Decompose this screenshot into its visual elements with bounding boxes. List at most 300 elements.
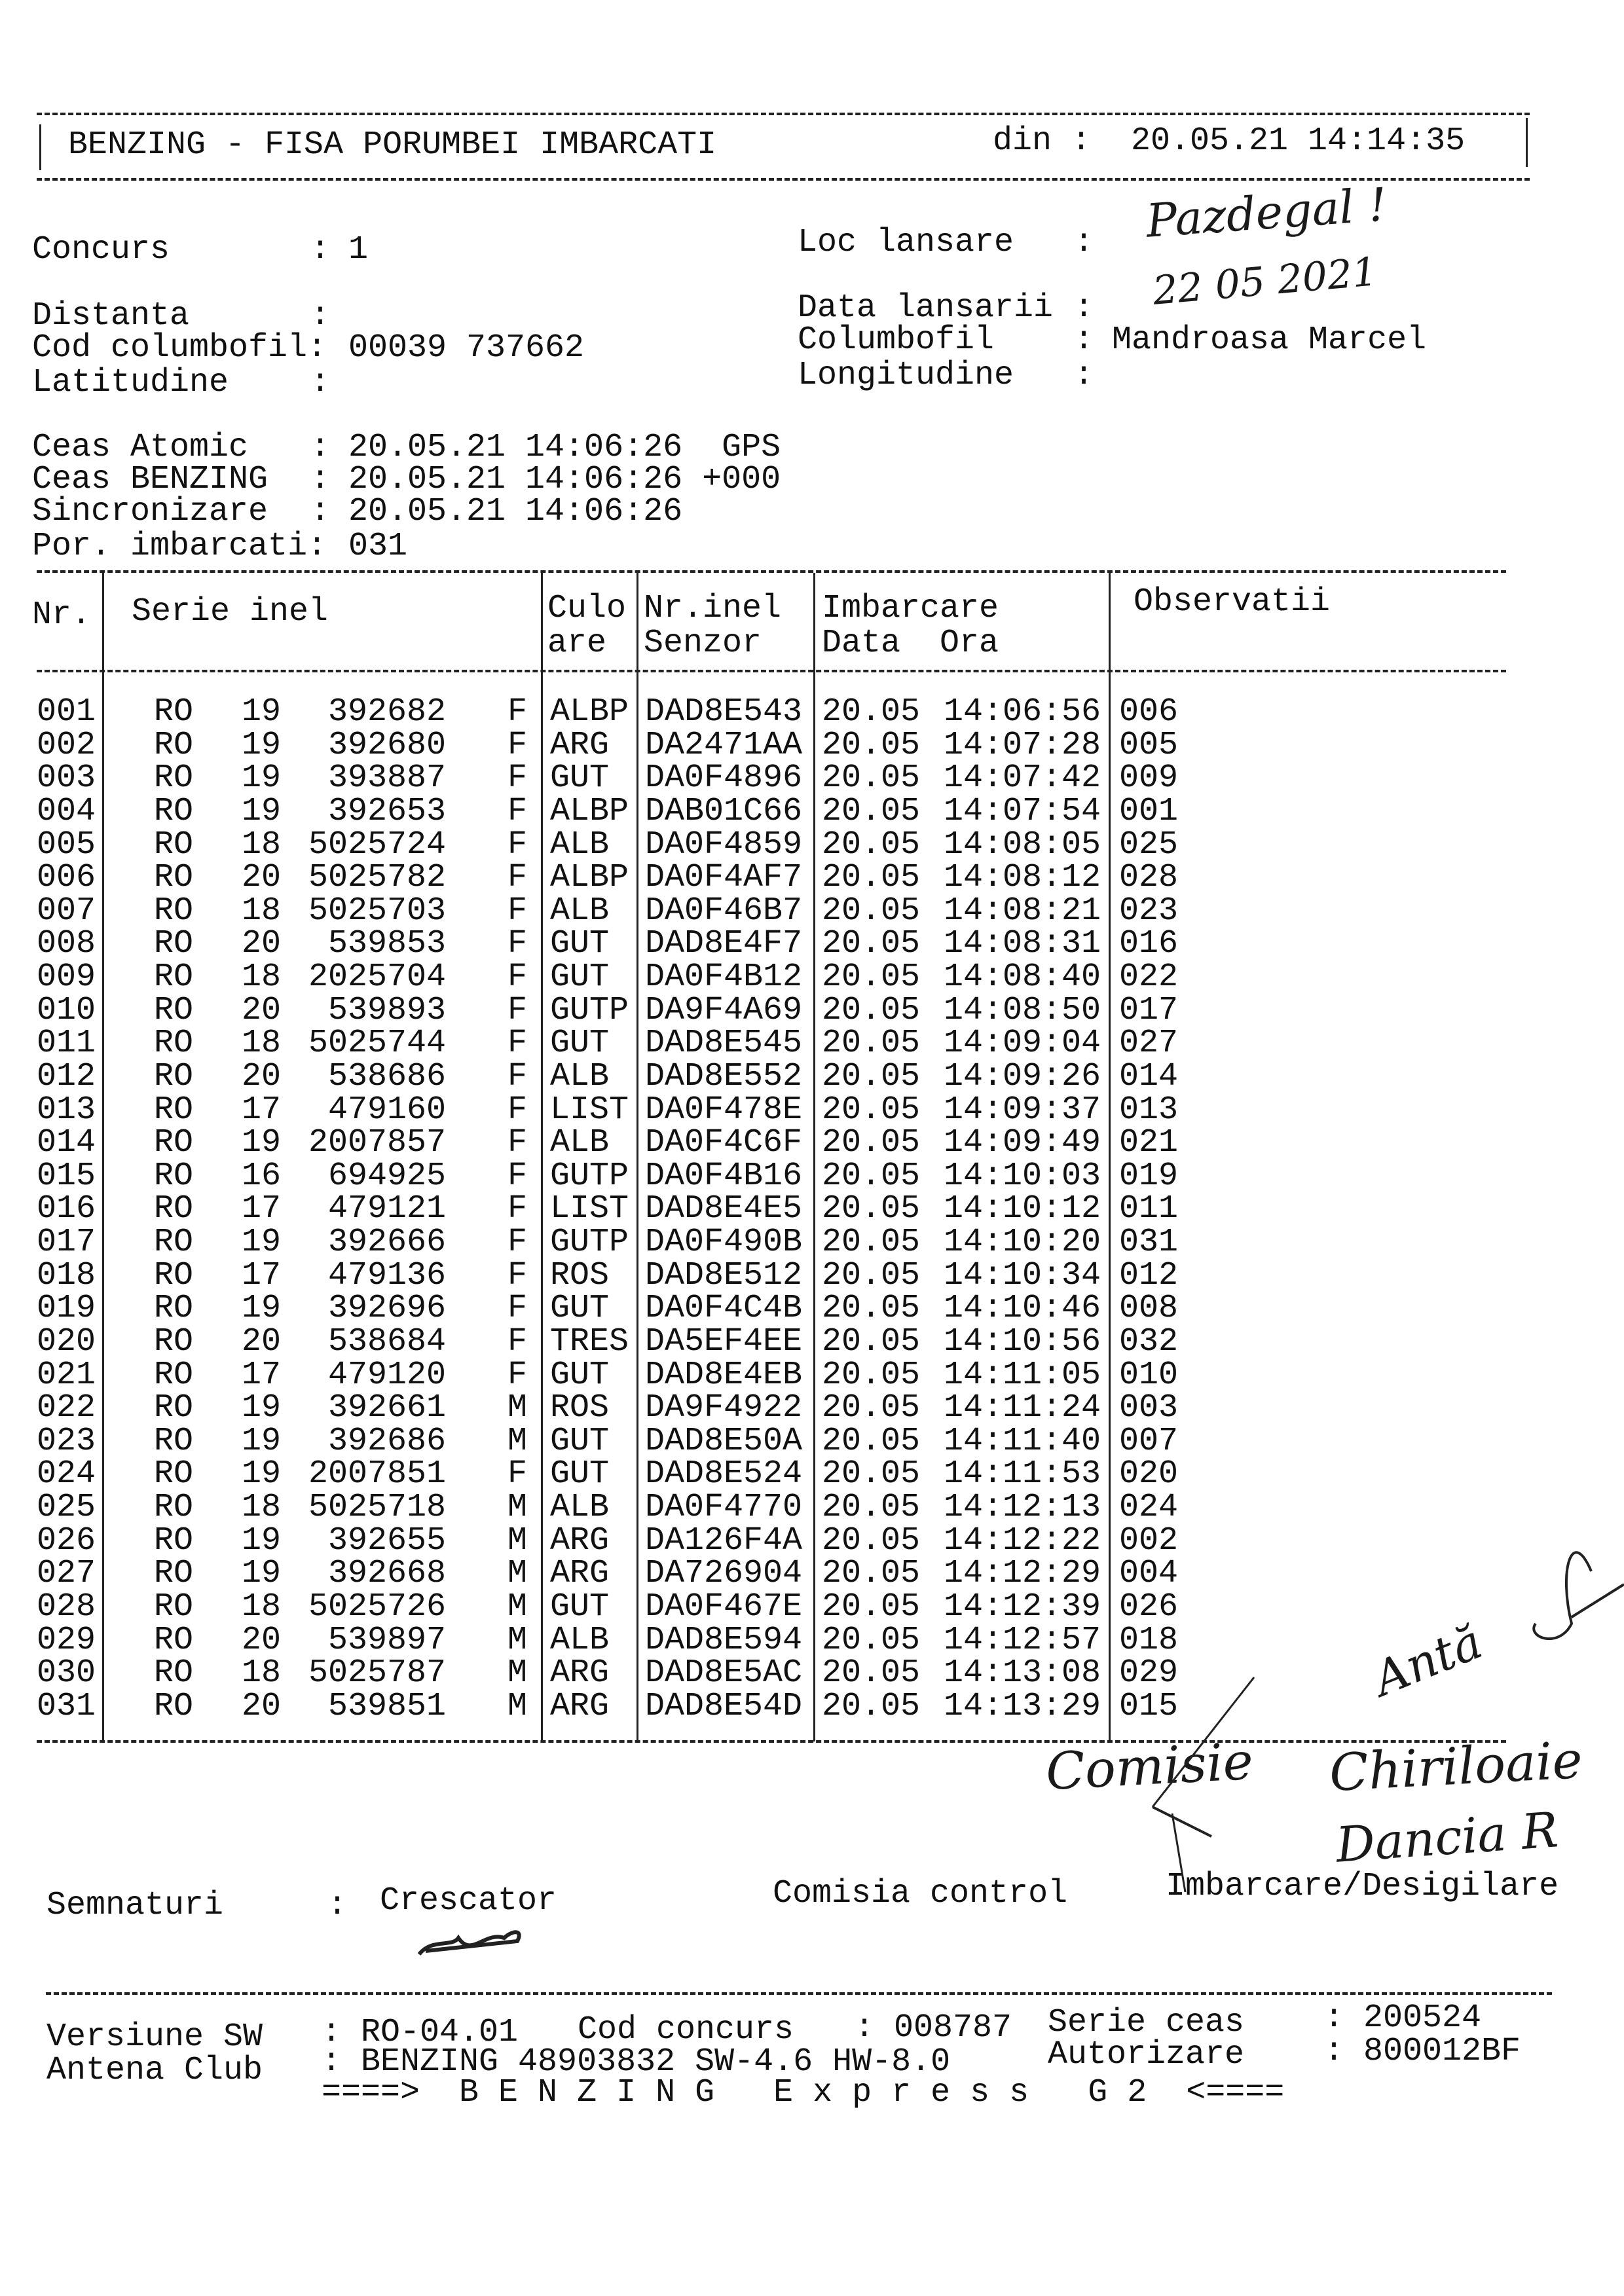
- country-code: RO: [154, 925, 194, 963]
- colon: :: [1074, 224, 1094, 261]
- ring-serial: 479160: [327, 1091, 446, 1129]
- observation: 025: [1119, 826, 1179, 864]
- sex: F: [507, 859, 528, 897]
- boarding-time: 14:07:28: [944, 726, 1101, 764]
- ring-year: 18: [242, 892, 282, 930]
- sensor-ring: DAD8E54D: [645, 1687, 803, 1725]
- color: GUTP: [550, 1157, 629, 1195]
- boarding-date: 20.05: [822, 859, 921, 897]
- country-code: RO: [154, 759, 194, 797]
- observation: 016: [1119, 925, 1179, 963]
- ring-serial: 5025787: [308, 1654, 447, 1692]
- ring-serial: 539893: [327, 991, 446, 1029]
- boarding-date: 20.05: [822, 1157, 921, 1195]
- ring-year: 20: [242, 991, 282, 1029]
- sex: F: [507, 1455, 528, 1493]
- header-culoare-2: are: [547, 625, 607, 662]
- row-number: 027: [37, 1555, 96, 1593]
- colon: :: [310, 461, 331, 498]
- observation: 017: [1119, 991, 1179, 1029]
- boarding-time: 14:12:22: [944, 1522, 1101, 1559]
- boarding-time: 14:09:26: [944, 1057, 1101, 1095]
- ring-serial: 392666: [327, 1224, 446, 1262]
- columbofil-label: Columbofil: [798, 321, 995, 359]
- loc-lansare-handwritten: Pazdegal !: [1144, 177, 1389, 248]
- row-number: 013: [37, 1091, 96, 1129]
- sex: F: [507, 1157, 528, 1195]
- latitudine-label: Latitudine: [32, 364, 229, 401]
- data-lansarii-label: Data lansarii: [798, 289, 1054, 327]
- observation: 003: [1119, 1389, 1179, 1427]
- country-code: RO: [154, 991, 194, 1029]
- colon: :: [310, 429, 331, 466]
- boarding-date: 20.05: [822, 1422, 921, 1460]
- country-code: RO: [154, 892, 194, 930]
- loc-lansare-label: Loc lansare: [798, 224, 1014, 261]
- color: GUT: [550, 1025, 610, 1063]
- sincronizare-label: Sincronizare: [32, 493, 268, 530]
- sensor-ring: DA126F4A: [645, 1522, 803, 1559]
- cod-concurs-label: Cod concurs: [578, 2011, 794, 2049]
- observation: 009: [1119, 759, 1179, 797]
- boarding-time: 14:11:53: [944, 1455, 1101, 1493]
- boarding-date: 20.05: [822, 1654, 921, 1692]
- header-observatii: Observatii: [1134, 583, 1331, 621]
- ring-serial: 538684: [327, 1322, 446, 1360]
- sensor-ring: DAD8E594: [645, 1621, 803, 1659]
- observation: 004: [1119, 1555, 1179, 1593]
- ring-year: 19: [242, 1455, 282, 1493]
- boarding-time: 14:09:37: [944, 1091, 1101, 1129]
- row-number: 004: [37, 792, 96, 830]
- ring-serial: 539897: [327, 1621, 446, 1659]
- colon: :: [307, 528, 327, 565]
- observation: 022: [1119, 958, 1179, 996]
- ring-serial: 479120: [327, 1356, 446, 1394]
- boarding-time: 14:12:57: [944, 1621, 1101, 1659]
- longitudine-label: Longitudine: [798, 357, 1014, 394]
- row-number: 019: [37, 1290, 96, 1328]
- din-value: 20.05.21 14:14:35: [1131, 122, 1466, 160]
- sensor-ring: DA0F4B12: [645, 958, 803, 996]
- sensor-ring: DA0F4C6F: [645, 1124, 803, 1162]
- sensor-ring: DAD8E4F7: [645, 925, 803, 963]
- din-label: din :: [993, 122, 1092, 160]
- sex: F: [507, 1057, 528, 1095]
- sensor-ring: DAD8E543: [645, 693, 803, 731]
- color: ROS: [550, 1256, 610, 1294]
- column-divider: [637, 573, 638, 1741]
- row-number: 017: [37, 1224, 96, 1262]
- concurs-value: 1: [348, 231, 369, 268]
- handwritten-signature-1: Antă: [1365, 1614, 1490, 1707]
- ring-serial: 538686: [327, 1057, 446, 1095]
- boarding-time: 14:10:34: [944, 1256, 1101, 1294]
- footer-separator: [46, 1992, 1552, 1995]
- cod-columbofil-value: 00039 737662: [348, 329, 585, 367]
- row-number: 016: [37, 1190, 96, 1228]
- boarding-time: 14:10:12: [944, 1190, 1101, 1228]
- ring-serial: 539851: [327, 1687, 446, 1725]
- ring-serial: 479121: [327, 1190, 446, 1228]
- handwritten-comisie: Comisie: [1044, 1732, 1255, 1802]
- country-code: RO: [154, 1091, 194, 1129]
- ring-serial: 392696: [327, 1290, 446, 1328]
- ring-serial: 5025744: [308, 1025, 447, 1063]
- ring-serial: 5025724: [308, 826, 447, 864]
- row-number: 008: [37, 925, 96, 963]
- sex: F: [507, 693, 528, 731]
- color: ARG: [550, 1555, 610, 1593]
- boarding-time: 14:07:42: [944, 759, 1101, 797]
- color: GUT: [550, 1422, 610, 1460]
- cod-columbofil-label: Cod columbofil: [32, 329, 308, 367]
- sex: F: [507, 991, 528, 1029]
- boarding-date: 20.05: [822, 1588, 921, 1626]
- boarding-date: 20.05: [822, 1057, 921, 1095]
- sex: F: [507, 826, 528, 864]
- sex: F: [507, 1091, 528, 1129]
- ring-year: 17: [242, 1356, 282, 1394]
- boarding-time: 14:10:03: [944, 1157, 1101, 1195]
- boarding-time: 14:12:13: [944, 1489, 1101, 1527]
- ring-year: 19: [242, 759, 282, 797]
- country-code: RO: [154, 1687, 194, 1725]
- sex: F: [507, 1124, 528, 1162]
- sensor-ring: DAD8E552: [645, 1057, 803, 1095]
- ring-year: 19: [242, 693, 282, 731]
- boarding-time: 14:11:24: [944, 1389, 1101, 1427]
- observation: 011: [1119, 1190, 1179, 1228]
- versiune-sw-value: : RO-04.01: [322, 2014, 519, 2051]
- boarding-time: 14:13:29: [944, 1687, 1101, 1725]
- row-number: 030: [37, 1654, 96, 1692]
- ring-year: 19: [242, 726, 282, 764]
- comisia-control-label: Comisia control: [773, 1875, 1068, 1912]
- header-bottom-border: [37, 178, 1530, 181]
- boarding-time: 14:10:20: [944, 1224, 1101, 1262]
- sincronizare-value: 20.05.21 14:06:26: [348, 493, 683, 530]
- boarding-date: 20.05: [822, 1224, 921, 1262]
- ceas-benzing-value: 20.05.21 14:06:26 +000: [348, 461, 781, 498]
- boarding-time: 14:08:31: [944, 925, 1101, 963]
- header-serie-inel: Serie inel: [132, 593, 329, 630]
- boarding-time: 14:09:04: [944, 1025, 1101, 1063]
- boarding-date: 20.05: [822, 1621, 921, 1659]
- sensor-ring: DAD8E4EB: [645, 1356, 803, 1394]
- ring-serial: 5025718: [308, 1489, 447, 1527]
- ring-serial: 392682: [327, 693, 446, 731]
- observation: 006: [1119, 693, 1179, 731]
- observation: 027: [1119, 1025, 1179, 1063]
- sex: M: [507, 1621, 528, 1659]
- sensor-ring: DAD8E50A: [645, 1422, 803, 1460]
- color: GUTP: [550, 991, 629, 1029]
- colon: :: [1074, 321, 1094, 359]
- row-number: 011: [37, 1025, 96, 1063]
- boarding-time: 14:08:40: [944, 958, 1101, 996]
- ring-year: 20: [242, 1687, 282, 1725]
- ring-year: 19: [242, 1290, 282, 1328]
- color: ALB: [550, 1489, 610, 1527]
- observation: 021: [1119, 1124, 1179, 1162]
- country-code: RO: [154, 1256, 194, 1294]
- boarding-date: 20.05: [822, 759, 921, 797]
- header-top-border: [37, 113, 1530, 115]
- row-number: 023: [37, 1422, 96, 1460]
- row-number: 031: [37, 1687, 96, 1725]
- country-code: RO: [154, 1555, 194, 1593]
- color: GUT: [550, 1455, 610, 1493]
- observation: 024: [1119, 1489, 1179, 1527]
- column-divider: [813, 573, 815, 1741]
- colon: :: [307, 329, 327, 367]
- country-code: RO: [154, 1322, 194, 1360]
- ceas-atomic-label: Ceas Atomic: [32, 429, 249, 466]
- color: ALBP: [550, 792, 629, 830]
- color: GUT: [550, 759, 610, 797]
- sensor-ring: DA0F478E: [645, 1091, 803, 1129]
- boarding-time: 14:06:56: [944, 693, 1101, 731]
- row-number: 009: [37, 958, 96, 996]
- crescator-signature-scribble: [419, 1932, 519, 1954]
- observation: 013: [1119, 1091, 1179, 1129]
- ring-year: 19: [242, 1124, 282, 1162]
- ring-year: 18: [242, 1489, 282, 1527]
- country-code: RO: [154, 1025, 194, 1063]
- sex: F: [507, 1290, 528, 1328]
- color: ROS: [550, 1389, 610, 1427]
- ring-year: 20: [242, 1621, 282, 1659]
- observation: 023: [1119, 892, 1179, 930]
- boarding-date: 20.05: [822, 1290, 921, 1328]
- ring-year: 18: [242, 1654, 282, 1692]
- table-header-separator: [37, 670, 1506, 672]
- sex: F: [507, 958, 528, 996]
- observation: 005: [1119, 726, 1179, 764]
- autorizare-value: : 800012BF: [1324, 2033, 1521, 2070]
- data-lansarii-handwritten: 22 05 2021: [1151, 249, 1379, 314]
- boarding-time: 14:11:05: [944, 1356, 1101, 1394]
- boarding-date: 20.05: [822, 1687, 921, 1725]
- country-code: RO: [154, 1654, 194, 1692]
- ring-year: 17: [242, 1256, 282, 1294]
- boarding-date: 20.05: [822, 726, 921, 764]
- color: ARG: [550, 1687, 610, 1725]
- boarding-date: 20.05: [822, 1389, 921, 1427]
- country-code: RO: [154, 1356, 194, 1394]
- boarding-date: 20.05: [822, 1455, 921, 1493]
- observation: 014: [1119, 1057, 1179, 1095]
- ring-year: 19: [242, 1224, 282, 1262]
- sensor-ring: DA0F4896: [645, 759, 803, 797]
- ring-serial: 392680: [327, 726, 446, 764]
- header-senzor: Senzor: [644, 625, 762, 662]
- sensor-ring: DAD8E524: [645, 1455, 803, 1493]
- color: TRES: [550, 1322, 629, 1360]
- sensor-ring: DA726904: [645, 1555, 803, 1593]
- ring-year: 19: [242, 1389, 282, 1427]
- ring-year: 18: [242, 1588, 282, 1626]
- sensor-ring: DAD8E5AC: [645, 1654, 803, 1692]
- observation: 010: [1119, 1356, 1179, 1394]
- row-number: 003: [37, 759, 96, 797]
- antena-club-value: : BENZING 48903832 SW-4.6 HW-8.0: [322, 2043, 951, 2081]
- sensor-ring: DA2471AA: [645, 726, 803, 764]
- column-divider: [102, 573, 104, 1741]
- boarding-date: 20.05: [822, 826, 921, 864]
- color: GUTP: [550, 1224, 629, 1262]
- ring-year: 20: [242, 1057, 282, 1095]
- country-code: RO: [154, 1522, 194, 1559]
- observation: 001: [1119, 792, 1179, 830]
- colon: :: [310, 297, 331, 335]
- country-code: RO: [154, 958, 194, 996]
- header-imbarcare: Imbarcare: [822, 590, 999, 627]
- boarding-date: 20.05: [822, 1256, 921, 1294]
- ceas-benzing-label: Ceas BENZING: [32, 461, 268, 498]
- boarding-date: 20.05: [822, 1356, 921, 1394]
- ring-serial: 694925: [327, 1157, 446, 1195]
- sex: F: [507, 1025, 528, 1063]
- boarding-time: 14:12:39: [944, 1588, 1101, 1626]
- sensor-ring: DA0F46B7: [645, 892, 803, 930]
- color: GUT: [550, 1290, 610, 1328]
- boarding-date: 20.05: [822, 1322, 921, 1360]
- sex: M: [507, 1522, 528, 1559]
- sensor-ring: DA5EF4EE: [645, 1322, 803, 1360]
- country-code: RO: [154, 1588, 194, 1626]
- sex: M: [507, 1687, 528, 1725]
- country-code: RO: [154, 859, 194, 897]
- color: ALB: [550, 1124, 610, 1162]
- sensor-ring: DAD8E4E5: [645, 1190, 803, 1228]
- ring-serial: 5025726: [308, 1588, 447, 1626]
- country-code: RO: [154, 1224, 194, 1262]
- country-code: RO: [154, 826, 194, 864]
- serie-ceas-value: : 200524: [1324, 1999, 1482, 2037]
- observation: 032: [1119, 1322, 1179, 1360]
- ring-serial: 2007857: [308, 1124, 447, 1162]
- sensor-ring: DAB01C66: [645, 792, 803, 830]
- row-number: 029: [37, 1621, 96, 1659]
- observation: 007: [1119, 1422, 1179, 1460]
- ring-serial: 5025782: [308, 859, 447, 897]
- sensor-ring: DA0F467E: [645, 1588, 803, 1626]
- sex: F: [507, 1190, 528, 1228]
- ring-serial: 392661: [327, 1389, 446, 1427]
- por-imbarcati-label: Por. imbarcati: [32, 528, 308, 565]
- sex: F: [507, 925, 528, 963]
- row-number: 010: [37, 991, 96, 1029]
- color: ALB: [550, 826, 610, 864]
- sex: F: [507, 1356, 528, 1394]
- colon: :: [1074, 357, 1094, 394]
- boarding-date: 20.05: [822, 1190, 921, 1228]
- country-code: RO: [154, 1124, 194, 1162]
- column-divider: [1109, 573, 1111, 1741]
- sex: M: [507, 1422, 528, 1460]
- bracket-line-middle: [1153, 1807, 1211, 1836]
- observation: 008: [1119, 1290, 1179, 1328]
- color: ALB: [550, 1057, 610, 1095]
- color: LIST: [550, 1091, 629, 1129]
- observation: 015: [1119, 1687, 1179, 1725]
- sex: F: [507, 1224, 528, 1262]
- colon: :: [1074, 289, 1094, 327]
- sensor-ring: DA0F4B16: [645, 1157, 803, 1195]
- boarding-date: 20.05: [822, 693, 921, 731]
- country-code: RO: [154, 1190, 194, 1228]
- sensor-ring: DA9F4922: [645, 1389, 803, 1427]
- sex: M: [507, 1555, 528, 1593]
- country-code: RO: [154, 1157, 194, 1195]
- observation: 018: [1119, 1621, 1179, 1659]
- row-number: 014: [37, 1124, 96, 1162]
- sex: F: [507, 792, 528, 830]
- row-number: 026: [37, 1522, 96, 1559]
- boarding-time: 14:07:54: [944, 792, 1101, 830]
- country-code: RO: [154, 1389, 194, 1427]
- row-number: 006: [37, 859, 96, 897]
- ring-year: 19: [242, 1555, 282, 1593]
- sensor-ring: DA0F4C4B: [645, 1290, 803, 1328]
- row-number: 005: [37, 826, 96, 864]
- boarding-date: 20.05: [822, 1025, 921, 1063]
- country-code: RO: [154, 792, 194, 830]
- boarding-time: 14:13:08: [944, 1654, 1101, 1692]
- ring-serial: 392655: [327, 1522, 446, 1559]
- colon: :: [310, 231, 331, 268]
- row-number: 002: [37, 726, 96, 764]
- color: GUT: [550, 958, 610, 996]
- country-code: RO: [154, 693, 194, 731]
- document-title: BENZING - FISA PORUMBEI IMBARCATI: [68, 126, 717, 164]
- crescator-label: Crescator: [380, 1882, 557, 1920]
- semnaturi-label: Semnaturi: [46, 1887, 224, 1924]
- boarding-date: 20.05: [822, 991, 921, 1029]
- ring-year: 19: [242, 792, 282, 830]
- color: GUT: [550, 1588, 610, 1626]
- boarding-time: 14:08:12: [944, 859, 1101, 897]
- ring-serial: 393887: [327, 759, 446, 797]
- ring-year: 16: [242, 1157, 282, 1195]
- table-bottom-border: [37, 1740, 1506, 1743]
- observation: 031: [1119, 1224, 1179, 1262]
- color: GUT: [550, 1356, 610, 1394]
- ring-serial: 2007851: [308, 1455, 447, 1493]
- sex: M: [507, 1588, 528, 1626]
- color: LIST: [550, 1190, 629, 1228]
- header-left-border: [39, 124, 41, 170]
- autorizare-label: Autorizare: [1048, 2036, 1245, 2073]
- sex: F: [507, 726, 528, 764]
- boarding-time: 14:10:56: [944, 1322, 1101, 1360]
- country-code: RO: [154, 1290, 194, 1328]
- ring-serial: 5025703: [308, 892, 447, 930]
- country-code: RO: [154, 1455, 194, 1493]
- boarding-time: 14:08:05: [944, 826, 1101, 864]
- header-nr: Nr.: [32, 596, 92, 634]
- ring-serial: 479136: [327, 1256, 446, 1294]
- ring-year: 18: [242, 1025, 282, 1063]
- color: ALBP: [550, 693, 629, 731]
- antena-club-label: Antena Club: [46, 2052, 263, 2089]
- ring-serial: 539853: [327, 925, 446, 963]
- sensor-ring: DA0F4AF7: [645, 859, 803, 897]
- ring-year: 20: [242, 1322, 282, 1360]
- column-divider: [541, 573, 543, 1741]
